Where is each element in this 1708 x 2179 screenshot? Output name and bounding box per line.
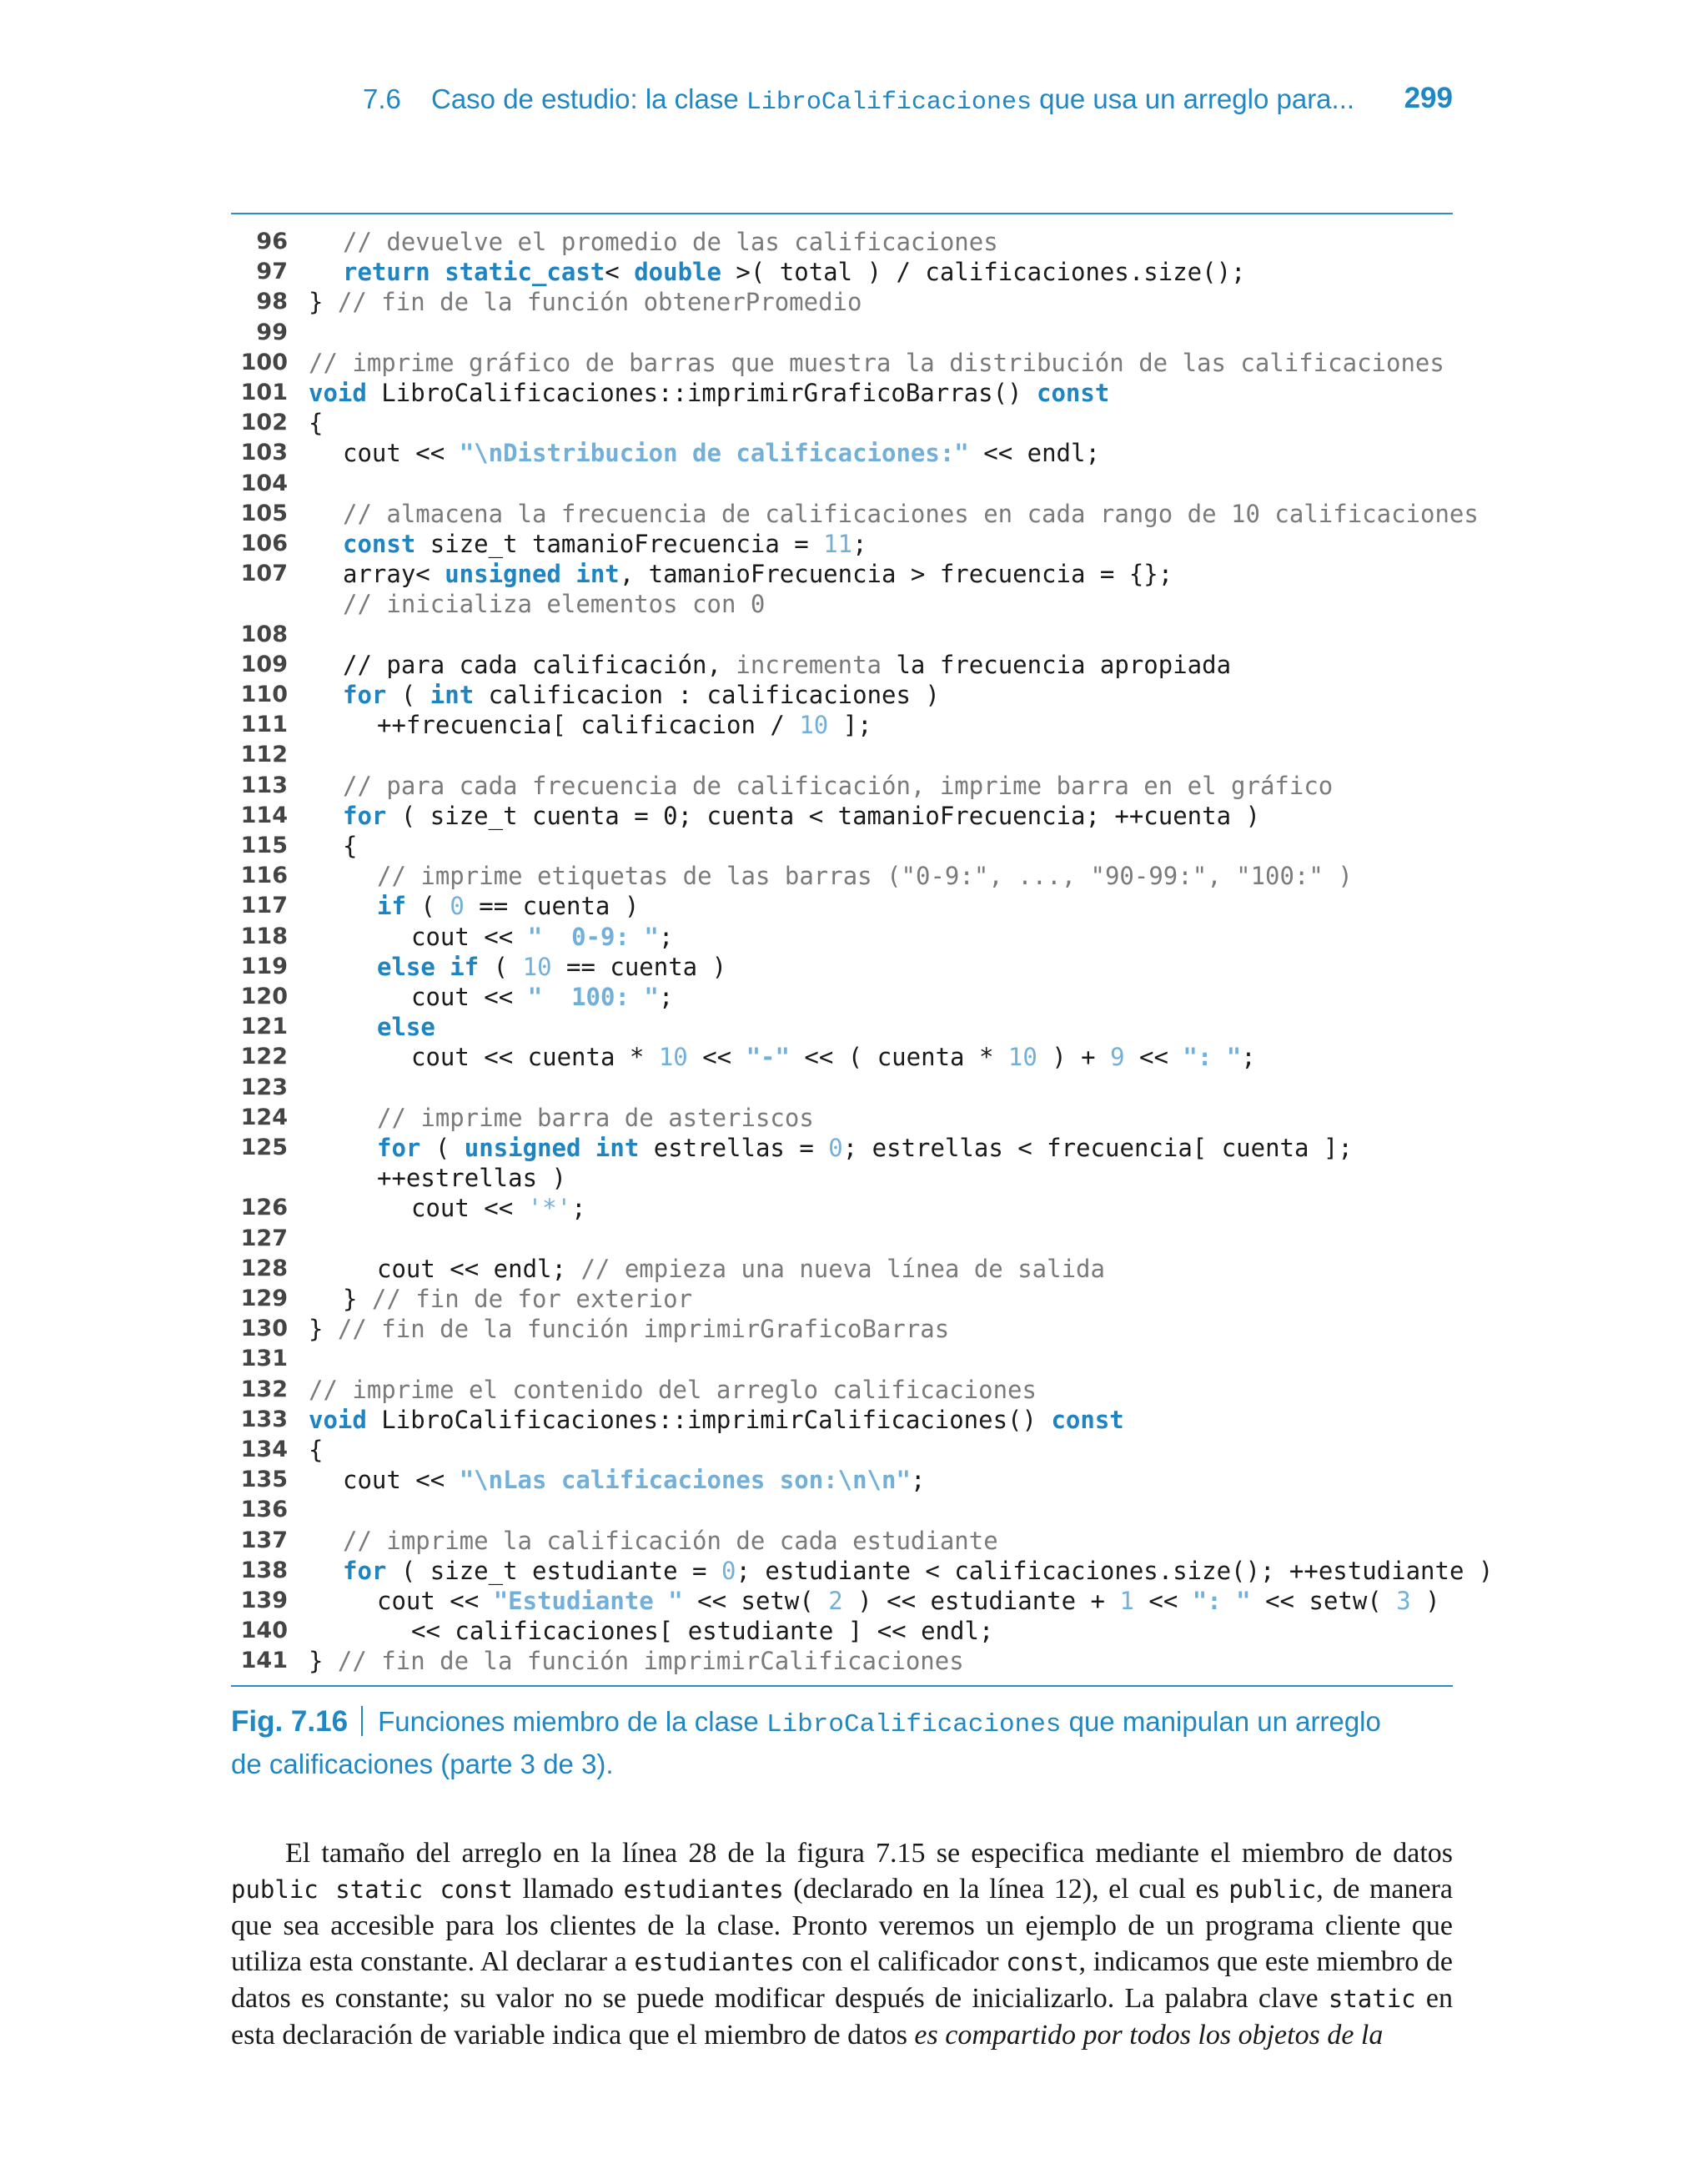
code-token: <<: [1133, 1587, 1193, 1615]
body-paragraph: [231, 1835, 1453, 2053]
code-token: cout <<: [343, 439, 460, 468]
code-text: [309, 1314, 949, 1344]
line-number: 141: [240, 1648, 288, 1674]
code-token: ; estudiante < calificaciones.size(); ++estudiante ): [736, 1556, 1494, 1585]
code-token: unsigned int: [464, 1134, 640, 1162]
code-token: " 100: ": [527, 983, 659, 1011]
code-token: 1: [1119, 1587, 1134, 1615]
code-token: cout <<: [343, 1466, 460, 1495]
code-text: [377, 891, 639, 921]
section-number: 7.6: [363, 83, 401, 114]
line-number: 120: [240, 984, 288, 1009]
line-number: 136: [240, 1497, 288, 1523]
line-number: 129: [240, 1286, 288, 1311]
code-text: [309, 1375, 1037, 1405]
line-number: 124: [240, 1104, 288, 1130]
code-text: [343, 801, 1260, 831]
code-token: for: [343, 681, 387, 709]
code-token: void: [309, 379, 367, 407]
inline-code: estudiantes: [623, 1875, 784, 1904]
code-text: [309, 287, 862, 317]
code-token: == cuenta ): [551, 952, 727, 981]
line-number: 140: [240, 1618, 288, 1644]
code-token: 11: [823, 530, 853, 558]
paragraph-text: es compartido por todos los objetos de la: [914, 2020, 1384, 2051]
code-token: for: [377, 1134, 421, 1162]
code-token: , tamanioFrecuencia > frecuencia = {};: [619, 560, 1173, 589]
code-text: [343, 1284, 692, 1314]
line-number: 112: [240, 742, 288, 768]
line-number: 99: [256, 319, 288, 345]
code-token: 2: [828, 1587, 843, 1615]
code-token: '*': [527, 1194, 572, 1223]
code-token: cout <<: [411, 1194, 528, 1223]
code-text: [411, 982, 673, 1012]
code-token: // empieza una nueva línea de salida: [580, 1254, 1105, 1283]
code-token: "\nLas calificaciones son:\n\n": [459, 1466, 911, 1495]
code-token: const: [1036, 379, 1110, 407]
section-title-text-end: que usa un arreglo para...: [1031, 83, 1355, 114]
code-token: // para cada calificación,: [343, 650, 736, 679]
code-text: [343, 589, 765, 619]
line-number: 115: [240, 833, 288, 858]
code-token: <<: [1124, 1043, 1183, 1072]
code-token: cout <<: [411, 922, 528, 951]
code-token: ): [1410, 1587, 1440, 1615]
line-number: 139: [240, 1588, 288, 1613]
line-number: 106: [240, 531, 288, 556]
code-token: "-": [746, 1043, 790, 1072]
line-number: 128: [240, 1255, 288, 1281]
line-number: 125: [240, 1135, 288, 1160]
code-token: ( size_t cuenta = 0; cuenta < tamanioFrecuencia; ++cuenta ): [386, 801, 1260, 830]
code-token: la frecuencia apropiada: [882, 650, 1232, 679]
code-token: // imprime etiquetas de las barras ("0-9:", ..., "90-99:", "100:" ): [377, 862, 1353, 891]
line-number: 130: [240, 1316, 288, 1342]
code-token: " 0-9: ": [527, 922, 659, 951]
line-number: 104: [240, 470, 288, 496]
line-number: 96: [256, 229, 288, 254]
line-number: 123: [240, 1074, 288, 1100]
line-number: 118: [240, 923, 288, 949]
code-token: "\nDistribucion de calificaciones:": [459, 439, 969, 468]
paragraph-text: en esta declaración de variable indica que el miembro de datos: [231, 1983, 1453, 2051]
code-token: return static_cast: [343, 258, 605, 287]
code-token: // fin de la función obtenerPromedio: [337, 288, 862, 317]
line-number: 117: [240, 893, 288, 919]
inline-code: public static const: [231, 1875, 513, 1904]
code-token: 9: [1110, 1043, 1125, 1072]
code-token: ) << estudiante +: [842, 1587, 1120, 1615]
code-token: ++frecuencia[ calificacion /: [377, 711, 800, 740]
paragraph-text: El tamaño del arreglo en la línea 28 de la figura 7.15 se especifica mediante el miembro de datos: [285, 1838, 1453, 1869]
code-token: {: [343, 832, 358, 860]
paragraph-text: , indicamos que este miembro de datos es constante; su valor no se puede modificar después de inicializarlo. La palabra clave: [231, 1946, 1453, 2014]
code-token: ; estrellas < frecuencia[ cuenta ];: [842, 1134, 1353, 1162]
section-title-text: Caso de estudio: la clase: [431, 83, 746, 114]
line-number: 109: [240, 651, 288, 677]
code-text: [343, 771, 1333, 801]
inline-code: static: [1328, 1985, 1416, 2013]
code-text: [343, 1556, 1493, 1586]
line-number: 101: [240, 380, 288, 405]
code-text: [343, 559, 1173, 589]
line-number: 133: [240, 1406, 288, 1432]
code-token: // almacena la frecuencia de calificaciones en cada rango de 10 calificaciones: [343, 499, 1479, 528]
code-text: [309, 378, 1109, 408]
caption-divider: [361, 1706, 363, 1736]
code-token: (: [405, 892, 450, 921]
code-token: << endl;: [968, 439, 1100, 468]
code-text: [343, 499, 1479, 529]
code-token: ;: [658, 983, 674, 1011]
code-token: unsigned int: [445, 560, 620, 589]
paragraph-text: (declarado en la línea 12), el cual es: [783, 1874, 1229, 1905]
code-text: [377, 1163, 566, 1193]
code-token: // fin de la función imprimirCalificaciones: [337, 1647, 964, 1676]
code-token: const: [1051, 1405, 1124, 1434]
figure-label: Fig. 7.16: [231, 1705, 349, 1738]
code-token: ;: [571, 1194, 586, 1223]
code-text: [377, 1586, 1440, 1616]
code-token: ;: [910, 1466, 926, 1495]
code-text: [411, 1042, 1256, 1072]
code-token: double: [634, 258, 721, 287]
code-token: 0: [450, 892, 465, 921]
code-text: [309, 348, 1444, 378]
code-token: 0: [721, 1556, 736, 1585]
code-token: ];: [828, 711, 872, 740]
code-token: else if: [377, 952, 480, 981]
code-token: ++estrellas ): [377, 1164, 566, 1193]
code-token: << calificaciones[ estudiante ] << endl;: [411, 1617, 994, 1646]
code-text: [343, 1526, 998, 1556]
code-token: 10: [658, 1043, 688, 1072]
code-token: // fin de la función imprimirGraficoBarras: [337, 1315, 950, 1344]
code-text: [309, 408, 323, 438]
code-token: ;: [658, 922, 674, 951]
code-token: incrementa: [736, 650, 882, 679]
code-token: const: [343, 530, 416, 558]
line-number: 103: [240, 440, 288, 466]
code-token: (: [420, 1134, 465, 1162]
code-token: (: [479, 952, 523, 981]
code-token: >( total ) / calificaciones.size();: [721, 258, 1246, 287]
inline-code: public: [1228, 1875, 1317, 1904]
code-text: [343, 529, 867, 559]
code-text: [377, 861, 1353, 891]
code-token: // inicializa elementos con 0: [343, 590, 766, 619]
code-token: // devuelve el promedio de las calificaciones: [343, 228, 998, 256]
caption-code: LibroCalificaciones: [766, 1710, 1062, 1739]
running-header: [363, 77, 1453, 118]
code-token: }: [309, 1647, 338, 1676]
code-top-rule: [231, 213, 1453, 214]
code-token: 0: [828, 1134, 843, 1162]
code-token: }: [309, 288, 338, 317]
line-number: 121: [240, 1014, 288, 1040]
line-number: 114: [240, 802, 288, 828]
line-number: 135: [240, 1467, 288, 1493]
code-token: LibroCalificaciones::imprimirCalificaciones(): [366, 1405, 1052, 1434]
code-text: [343, 227, 998, 257]
figure-caption: [231, 1702, 1453, 1784]
code-token: LibroCalificaciones::imprimirGraficoBarras(): [366, 379, 1037, 407]
code-token: 3: [1396, 1587, 1411, 1615]
code-token: }: [309, 1315, 338, 1344]
code-token: for: [343, 1556, 387, 1585]
caption-text-line2: de calificaciones (parte 3 de 3).: [231, 1749, 614, 1779]
line-number: 111: [240, 712, 288, 738]
code-text: [411, 1616, 993, 1646]
inline-code: const: [1006, 1948, 1079, 1976]
caption-text-end: que manipulan un arreglo: [1061, 1706, 1381, 1737]
code-token: ": ": [1183, 1043, 1242, 1072]
paragraph-text: , de manera que sea accesible para los clientes de la clase. Pronto veremos un ejemplo de un programa cliente que utiliza esta constante. Al declarar a: [231, 1874, 1453, 1977]
code-token: else: [377, 1013, 435, 1042]
code-token: cout <<: [411, 983, 528, 1011]
code-token: ;: [1241, 1043, 1256, 1072]
code-text: [377, 1133, 1353, 1163]
code-text: [343, 1465, 925, 1495]
code-token: 10: [799, 711, 829, 740]
line-number: 108: [240, 621, 288, 647]
code-token: // imprime barra de asteriscos: [377, 1103, 814, 1132]
code-text: [377, 710, 872, 740]
code-text: [343, 438, 1100, 468]
line-number: 97: [256, 259, 288, 285]
line-number: 138: [240, 1557, 288, 1583]
code-token: ( size_t estudiante =: [386, 1556, 721, 1585]
section-title: [431, 83, 1354, 117]
code-token: void: [309, 1405, 367, 1434]
code-text: [343, 831, 357, 861]
line-number: 119: [240, 953, 288, 979]
code-token: calificacion : calificaciones ): [474, 681, 940, 709]
line-number: 132: [240, 1376, 288, 1402]
code-token: // imprime la calificación de cada estudiante: [343, 1526, 998, 1555]
code-text: [309, 1646, 964, 1676]
code-token: if: [377, 892, 406, 921]
code-token: "Estudiante ": [493, 1587, 683, 1615]
line-number: 98: [256, 289, 288, 315]
code-token: int: [430, 681, 475, 709]
caption-text: Funciones miembro de la clase: [378, 1706, 766, 1737]
line-number: 127: [240, 1225, 288, 1251]
code-token: cout << endl;: [377, 1254, 581, 1283]
code-text: [377, 1254, 1105, 1284]
code-token: size_t tamanioFrecuencia =: [415, 530, 824, 558]
code-text: [309, 1405, 1124, 1435]
code-token: {: [309, 409, 324, 438]
line-number: 105: [240, 500, 288, 526]
code-token: for: [343, 801, 387, 830]
line-number: 113: [240, 772, 288, 798]
code-token: << setw(: [1250, 1587, 1397, 1615]
line-number: 131: [240, 1346, 288, 1372]
code-token: {: [309, 1436, 324, 1464]
code-text: [377, 1103, 814, 1133]
code-token: (: [386, 681, 430, 709]
code-token: // fin de for exterior: [371, 1285, 693, 1313]
code-token: 10: [522, 952, 552, 981]
code-text: [377, 952, 726, 982]
inline-code: estudiantes: [634, 1948, 795, 1976]
section-title-code: LibroCalificaciones: [746, 88, 1032, 117]
paragraph-text: llamado: [512, 1874, 624, 1905]
code-text: [377, 1012, 435, 1042]
code-token: cout << cuenta *: [411, 1043, 659, 1072]
code-text: [343, 650, 1231, 680]
code-token: estrellas =: [639, 1134, 829, 1162]
code-token: << ( cuenta *: [789, 1043, 1008, 1072]
line-number: 134: [240, 1437, 288, 1462]
code-token: ;: [852, 530, 867, 558]
code-token: // imprime gráfico de barras que muestra la distribución de las calificaciones: [309, 348, 1444, 377]
code-token: ) +: [1037, 1043, 1111, 1072]
code-token: <<: [687, 1043, 746, 1072]
line-number: 107: [240, 561, 288, 587]
code-token: << setw(: [682, 1587, 829, 1615]
line-number: 126: [240, 1195, 288, 1221]
line-number: 110: [240, 682, 288, 707]
code-text: [343, 680, 940, 710]
line-number: 100: [240, 349, 288, 375]
code-token: // imprime el contenido del arreglo calificaciones: [309, 1375, 1037, 1404]
code-text: [411, 922, 673, 952]
code-token: 10: [1007, 1043, 1037, 1072]
line-number: 116: [240, 863, 288, 889]
code-token: cout <<: [377, 1587, 494, 1615]
code-token: <: [605, 258, 635, 287]
paragraph-text: con el calificador: [794, 1946, 1007, 1977]
code-token: array<: [343, 560, 445, 589]
code-text: [411, 1193, 586, 1223]
code-token: // para cada frecuencia de calificación, imprime barra en el gráfico: [343, 771, 1334, 800]
code-token: }: [343, 1285, 372, 1313]
code-text: [343, 257, 1246, 287]
line-number: 122: [240, 1044, 288, 1070]
line-number: 137: [240, 1527, 288, 1553]
page-number: 299: [1404, 82, 1453, 114]
line-number: 102: [240, 410, 288, 436]
code-token: ": ": [1192, 1587, 1251, 1615]
code-text: [309, 1435, 323, 1465]
code-token: == cuenta ): [464, 892, 640, 921]
code-bottom-rule: [231, 1685, 1453, 1687]
